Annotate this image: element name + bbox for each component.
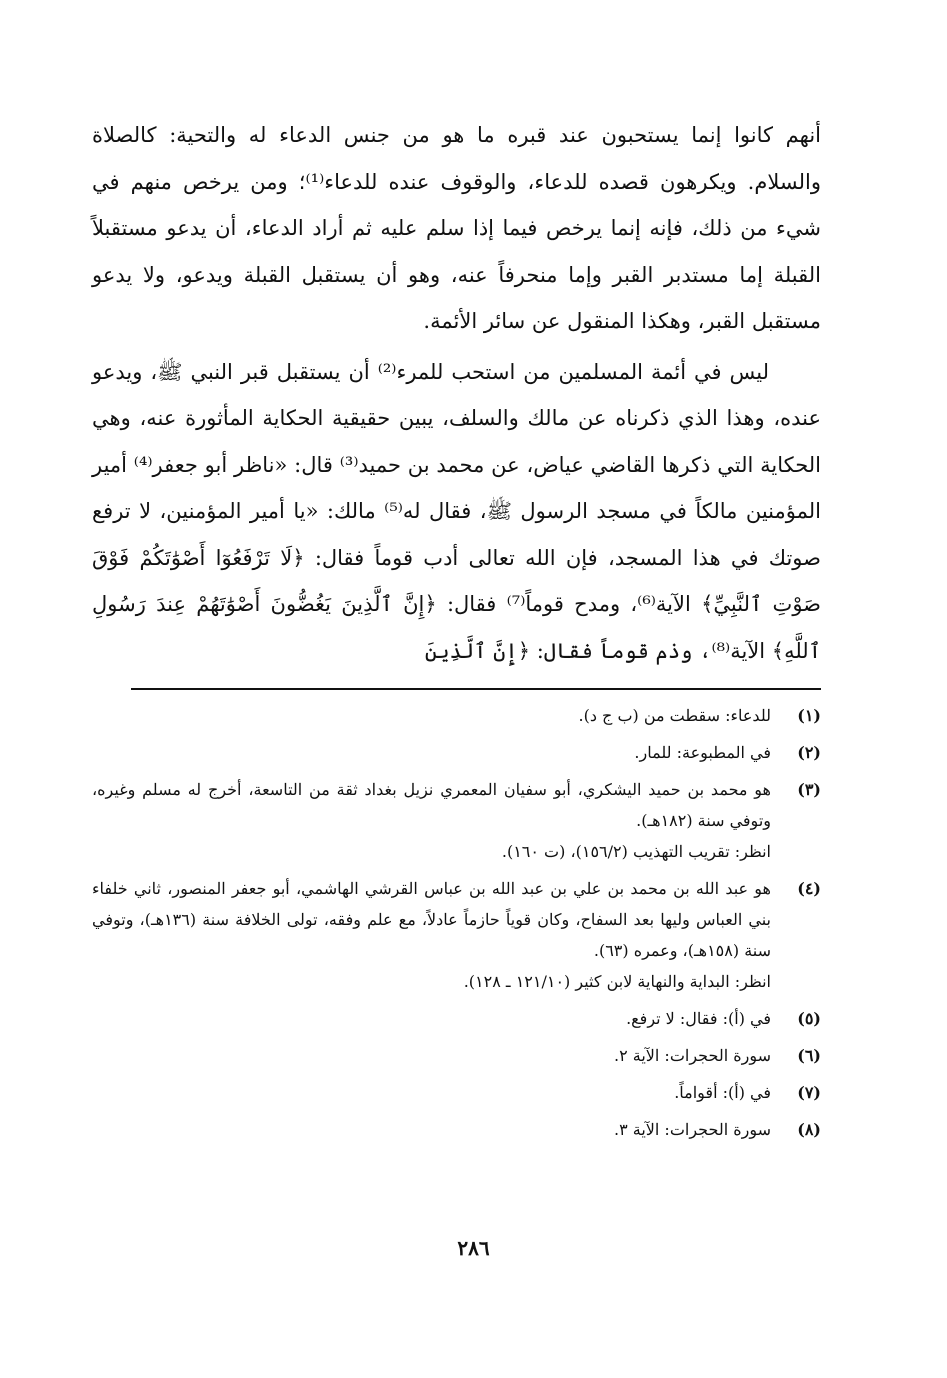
footnote — [92, 1077, 821, 1108]
footnote-number: (٦) — [797, 1046, 821, 1065]
footnote-number: (٨) — [797, 1120, 821, 1139]
footnote-line: هو محمد بن حميد اليشكري، أبو سفيان المعمري نزيل بغداد ثقة من التاسعة، أخرج له مسلم وغيره، وتوفي سنة (١٨٢هـ). — [92, 780, 771, 830]
footnote-number: (١) — [797, 706, 821, 725]
footnote-text — [92, 737, 771, 768]
footnote-number: (٢) — [797, 743, 821, 762]
footnote-number: (٣) — [797, 780, 821, 799]
footnote-text — [92, 873, 771, 997]
footnote-line: سورة الحجرات: الآية ٣. — [613, 1120, 771, 1139]
paragraph: ليس في أئمة المسلمين من استحب للمرء⁽²⁾ أن يستقبل قبر النبي ﷺ، ويدعو عنده، وهذا الذي ذكرناه عن مالك والسلف، يبين حقيقية الحكاية المأثورة عنه، وهي الحكاية التي ذكرها القاضي عياض، عن محمد بن حميد⁽³⁾ قال: «ناظر أبو جعفر⁽⁴⁾ أمير المؤمنين مالكاً في مسجد الرسول ﷺ، فقال له⁽⁵⁾ مالك: «يا أمير المؤمنين، لا ترفع صوتك في هذا المسجد، فإن الله تعالى أدب قوماً فقال: ﴿لَا تَرْفَعُوٓا أَصْوَٰتَكُمْ فَوْقَ صَوْتِ ٱلنَّبِيِّ﴾ الآية⁽⁶⁾، ومدح قوماً⁽⁷⁾ فقال: ﴿إِنَّ ٱلَّذِينَ يَغُضُّونَ أَصْوَٰتَهُمْ عِندَ رَسُولِ ٱللَّهِ﴾ الآية⁽⁸⁾، وذم قوماً فقال: ﴿إِنَّ ٱلَّذِينَ — [92, 359, 822, 663]
footnote-line: للدعاء: سقطت من (ب ج د). — [578, 706, 771, 725]
footnote-line: هو عبد الله بن محمد بن علي بن عبد الله بن عباس القرشي الهاشمي، أبو جعفر المنصور، ثاني خلفاء بني العباس وليها بعد السفاح، وكان قوياً حازماً عادلاً، مع علم وفقه، تولى الخلافة سنة (١٣٦هـ)، وتوفي سنة (١٥٨هـ)، وعمره (٦٣). — [92, 879, 771, 960]
footnote-separator — [131, 688, 821, 690]
footnote-text — [92, 1114, 771, 1145]
footnote — [92, 873, 821, 997]
footnote-line: في المطبوعة: للمار. — [634, 743, 771, 762]
footnote-reference: انظر: البداية والنهاية لابن كثير (١٢١/١٠ ـ ١٢٨). — [463, 972, 771, 991]
footnote-text — [92, 700, 771, 731]
footnote-text — [92, 1077, 771, 1108]
footnote — [92, 1114, 821, 1145]
footnote — [92, 1040, 821, 1071]
footnote — [92, 1003, 821, 1034]
footnote-line: في (أ): أقواماً. — [674, 1083, 771, 1102]
footnote-line: سورة الحجرات: الآية ٢. — [613, 1046, 771, 1065]
footnote-text — [92, 1003, 771, 1034]
footnote — [92, 700, 821, 731]
main-text — [92, 112, 821, 674]
footnote-number: (٤) — [797, 879, 821, 898]
footnotes — [92, 700, 821, 1151]
footnote-reference: انظر: تقريب التهذيب (١٥٦/٢)، (ت ١٦٠). — [501, 842, 771, 861]
page-number: ٢٨٦ — [457, 1236, 490, 1260]
footnote — [92, 774, 821, 867]
footnote-line: في (أ): فقال: لا ترفع. — [626, 1009, 771, 1028]
paragraph: أنهم كانوا إنما يستحبون عند قبره ما هو من جنس الدعاء له والتحية: كالصلاة والسلام. ويكرهون قصده للدعاء، والوقوف عنده للدعاء⁽¹⁾؛ ومن يرخص منهم في شيء من ذلك، فإنه إنما يرخص فيما إذا سلم عليه ثم أراد الدعاء، أن يدعو مستقبلاً القبلة إما مستدبر القبر وإما منحرفاً عنه، وهو أن يستقبل القبلة ويدعو، ولا يدعو مستقبل القبر، وهكذا المنقول عن سائر الأئمة. — [92, 123, 821, 333]
footnote-text — [92, 1040, 771, 1071]
footnote-number: (٥) — [797, 1009, 821, 1028]
footnote — [92, 737, 821, 768]
footnote-text — [92, 774, 771, 867]
footnote-number: (٧) — [797, 1083, 821, 1102]
